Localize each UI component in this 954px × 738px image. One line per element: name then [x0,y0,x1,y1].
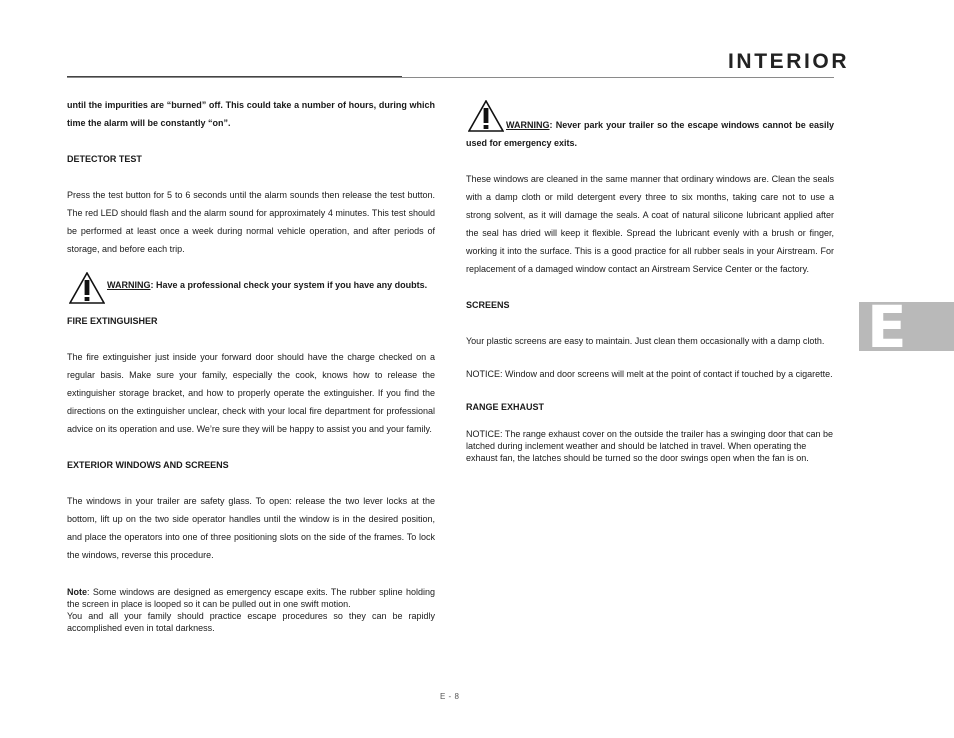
heading-exterior-windows: EXTERIOR WINDOWS AND SCREENS [67,460,229,470]
header-rule [67,77,834,78]
note-label: Note [67,587,87,597]
paragraph-screen-notice: NOTICE: Window and door screens will melt at the point of contact if touched by a cigarette. [466,369,833,379]
left-column [67,96,435,634]
page-title: INTERIOR [728,50,850,73]
paragraph-window-cleaning: These windows are cleaned in the same manner that ordinary windows are. Clean the seals with a damp cloth or mild detergent every three to six months, taking care not to use a strong solvent, as it will damage the seals. A coat of natural silicone lubricant applied after the seal has dried will keep it flexible. Spread the lubricant evenly with a brush or finger, working it into the surface. This is a good practice for all rubber seals in your Airstream. For replacement of a damaged window contact an Airstream Service Center or the factory. [466,174,834,274]
page-number: E - 8 [440,692,460,701]
note-text: : Some windows are designed as emergency escape exits. The rubber spline holding the screen in place is looped so it can be pulled out in one swift motion. [67,587,435,609]
warning-triangle-icon [468,100,504,132]
warning-label: WARNING [506,120,550,130]
paragraph-note-2: You and all your family should practice escape procedures so they can be rapidly accomplished even in total darkness. [67,611,435,633]
section-tab-letter: E [867,293,907,361]
paragraph-fire-extinguisher: The fire extinguisher just inside your forward door should have the charge checked on a regular basis. Make sure your family, especially the cook, knows how to release the extinguisher storage bracket, and how to properly operate the extinguisher. If you find the directions on the extinguisher unclear, check with your local fire department for professional advice on its operation and use. We’re sure they will be happy to assist you and your family. [67,352,435,434]
warning-text: : Have a professional check your system if you have any doubts. [150,280,428,290]
paragraph-range-exhaust: NOTICE: The range exhaust cover on the outside the trailer has a swinging door that can be latched during inclement weather and should be latched in travel. When operating the exhaust fan, the latches should be turned so the door swings open when the fan is on. [466,429,834,463]
paragraph-note [67,586,435,610]
warning-triangle-icon [69,272,105,304]
warning-escape-windows [466,116,834,152]
paragraph-exterior-windows: The windows in your trailer are safety glass. To open: release the two lever locks at the bottom, lift up on the two side operator handles until the window is in the desired position, and place the operators into one of three positioning slots on the side of the frames. To lock the windows, reverse this procedure. [67,496,435,560]
warning-professional-check [67,276,435,294]
warning-text: : Never park your trailer so the escape windows cannot be easily used for emergency exits. [466,120,834,148]
warning-label: WARNING [107,280,151,290]
paragraph-screens: Your plastic screens are easy to maintain. Just clean them occasionally with a damp cloth. [466,336,825,346]
heading-detector-test: DETECTOR TEST [67,154,142,164]
paragraph-impurities: until the impurities are “burned” off. This could take a number of hours, during which time the alarm will be constantly “on”. [67,100,435,128]
header-rule-accent [67,76,402,77]
heading-range-exhaust: RANGE EXHAUST [466,402,545,412]
paragraph-detector-test: Press the test button for 5 to 6 seconds until the alarm sounds then release the test button. The red LED should flash and the alarm sound for approximately 4 minutes. This test should be performed at least once a week during normal vehicle operation, and after periods of storage, and before each trip. [67,190,435,254]
heading-fire-extinguisher: FIRE EXTINGUISHER [67,316,158,326]
heading-screens: SCREENS [466,300,510,310]
right-column [466,96,834,464]
